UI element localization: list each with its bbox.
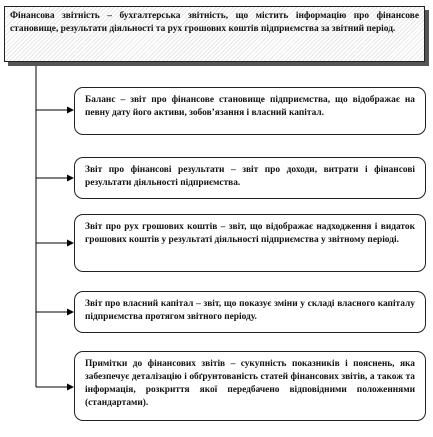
financial-statements-definition-box <box>4 6 425 62</box>
equity-statement-definition: – звіт, що показує зміни у складі власного капіталу підприємства протягом звітного періоду. <box>85 299 415 322</box>
equity-statement-box <box>74 291 426 333</box>
cash-flow-statement-box <box>74 214 426 272</box>
notes-term: Примітки до фінансових звітів <box>85 359 226 369</box>
cash-flow-statement-term: Звіт про рух грошових коштів <box>85 222 218 232</box>
notes-box <box>74 351 426 421</box>
notes-definition: – сукупність показників і пояснень, яка забезпечує деталізацію і обґрунтованість статей фінансових звітів, а також та інформація, розкриття якої передбачено відповідними положеннями (стандартами). <box>85 359 415 408</box>
header-definition: – бухгалтерська звітність, що містить інформацію про фінансове становище, результати діяльності та рух грошових коштів підприємства за звітний період. <box>10 11 419 34</box>
equity-statement-term: Звіт про власний капітал <box>85 299 194 309</box>
income-statement-term: Звіт про фінансові результати <box>85 165 225 175</box>
header-term: Фінансова звітність <box>10 11 100 21</box>
balance-sheet-box <box>74 87 426 135</box>
income-statement-box <box>74 157 426 199</box>
cash-flow-statement-definition: – звіт, що відображає надходження і видаток грошових коштів у результаті діяльності підприємства у звітному періоді. <box>85 222 415 245</box>
balance-sheet-term: Баланс <box>85 95 116 105</box>
income-statement-definition: – звіт про доходи, витрати і фінансові результати діяльності підприємства. <box>85 165 415 188</box>
balance-sheet-definition: – звіт про фінансове становище підприємства, що відображає на певну дату його активи, зобов’язання і власний капітал. <box>85 95 415 118</box>
